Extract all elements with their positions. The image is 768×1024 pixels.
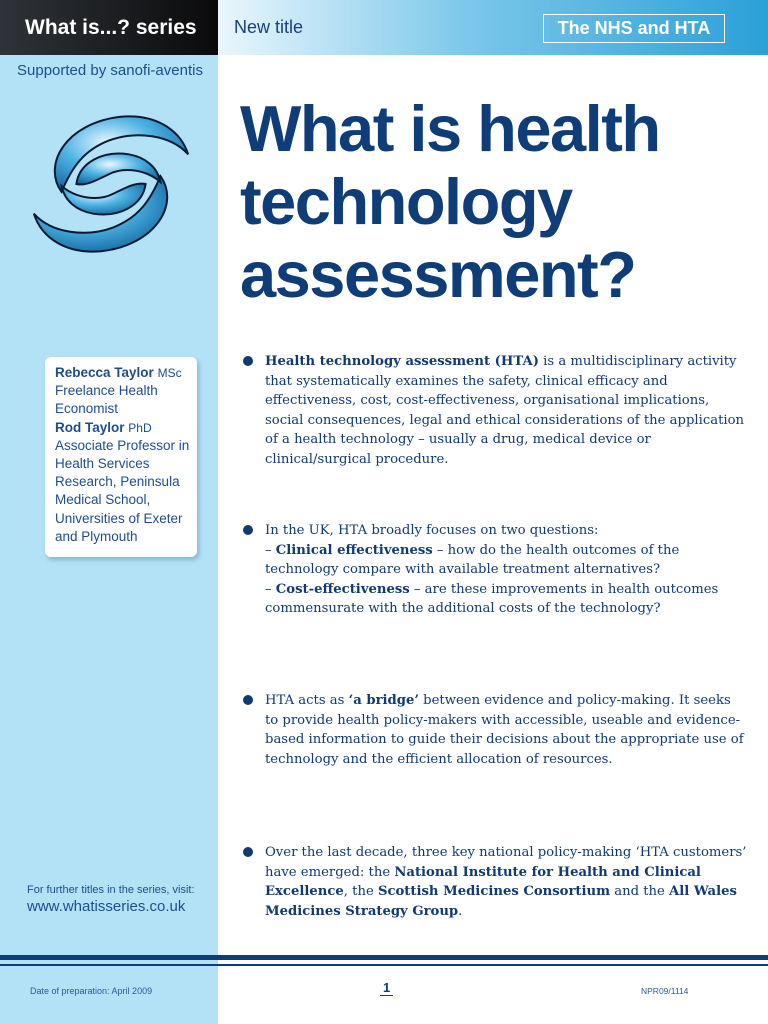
bullet-text: Health technology assessment (HTA) is a multidisciplinary activity that systematically examines the safety, clinical efficacy and effectiveness, cost, cost-effectiveness, organisational implications, social consequences, legal and ethical considerations of the application of a health technology – usually a drug, medical device or clinical/surgical procedure. bbox=[265, 354, 745, 467]
title-line-3: assessment? bbox=[240, 238, 636, 311]
bullet-dot-icon bbox=[243, 356, 253, 366]
bullet-text: Over the last decade, three key national policy-making ‘HTA customers’ have emerged: the National Institute for Health and Clinical Excellence, the Scottish Medicines Consortium and the All Wales Medicines Strategy Group. bbox=[265, 845, 747, 919]
author-2-name: Rod Taylor bbox=[55, 419, 125, 435]
author-1-role: Freelance Health bbox=[55, 383, 158, 399]
author-1-role: Economist bbox=[55, 401, 119, 417]
series-logo-icon bbox=[22, 104, 200, 264]
bullet-hta-definition bbox=[243, 352, 748, 469]
author-2-role: Research, Peninsula bbox=[55, 474, 180, 490]
bullet-hta-customers bbox=[243, 843, 748, 921]
new-title-label: New title bbox=[234, 17, 304, 37]
bullet-text: HTA acts as ‘a bridge’ between evidence and policy-making. It seeks to provide health policy-makers with accessible, useable and evidence-based information to guide their decisions about the appropriate use of technology and the efficient allocation of resources. bbox=[265, 693, 744, 767]
bullet-dot-icon bbox=[243, 847, 253, 857]
page-number: 1 bbox=[380, 980, 393, 996]
bullet-uk-questions bbox=[243, 521, 748, 619]
author-1-degree: MSc bbox=[157, 366, 182, 380]
sponsor-text: Supported by sanofi-aventis bbox=[17, 62, 203, 79]
series-label: What is...? series bbox=[25, 16, 197, 39]
author-1 bbox=[55, 364, 197, 382]
further-titles-text: For further titles in the series, visit: bbox=[27, 884, 195, 896]
author-2-role: Associate Professor in bbox=[55, 437, 190, 453]
header-bar bbox=[0, 0, 768, 55]
author-2 bbox=[55, 419, 197, 437]
author-card bbox=[45, 357, 197, 557]
footer-rule-thin bbox=[0, 964, 768, 966]
page-title bbox=[240, 92, 740, 311]
website-link[interactable]: www.whatisseries.co.uk bbox=[27, 898, 186, 915]
author-2-degree: PhD bbox=[128, 420, 152, 435]
bullet-text: In the UK, HTA broadly focuses on two questions: – Clinical effectiveness – how do the health outcomes of the technology compare with available treatment alternatives? – Cost-effectiveness – are these improvements in health outcomes commensurate with the additional costs of the technology? bbox=[265, 523, 719, 616]
author-2-role: Health Services bbox=[55, 456, 150, 472]
footer-rule bbox=[0, 955, 768, 960]
author-2-role: Universities of Exeter bbox=[55, 510, 183, 526]
bullet-dot-icon bbox=[243, 695, 253, 705]
preparation-date: Date of preparation: April 2009 bbox=[30, 986, 153, 996]
title-line-1: What is health bbox=[240, 92, 660, 165]
document-code: NPR09/1114 bbox=[641, 986, 689, 996]
title-line-2: technology bbox=[240, 165, 572, 238]
author-2-role: Medical School, bbox=[55, 492, 151, 508]
author-1-name: Rebecca Taylor bbox=[55, 365, 154, 380]
bullet-dot-icon bbox=[243, 525, 253, 535]
author-2-role: and Plymouth bbox=[55, 528, 138, 544]
category-badge: The NHS and HTA bbox=[543, 14, 725, 43]
bullet-bridge bbox=[243, 691, 748, 769]
